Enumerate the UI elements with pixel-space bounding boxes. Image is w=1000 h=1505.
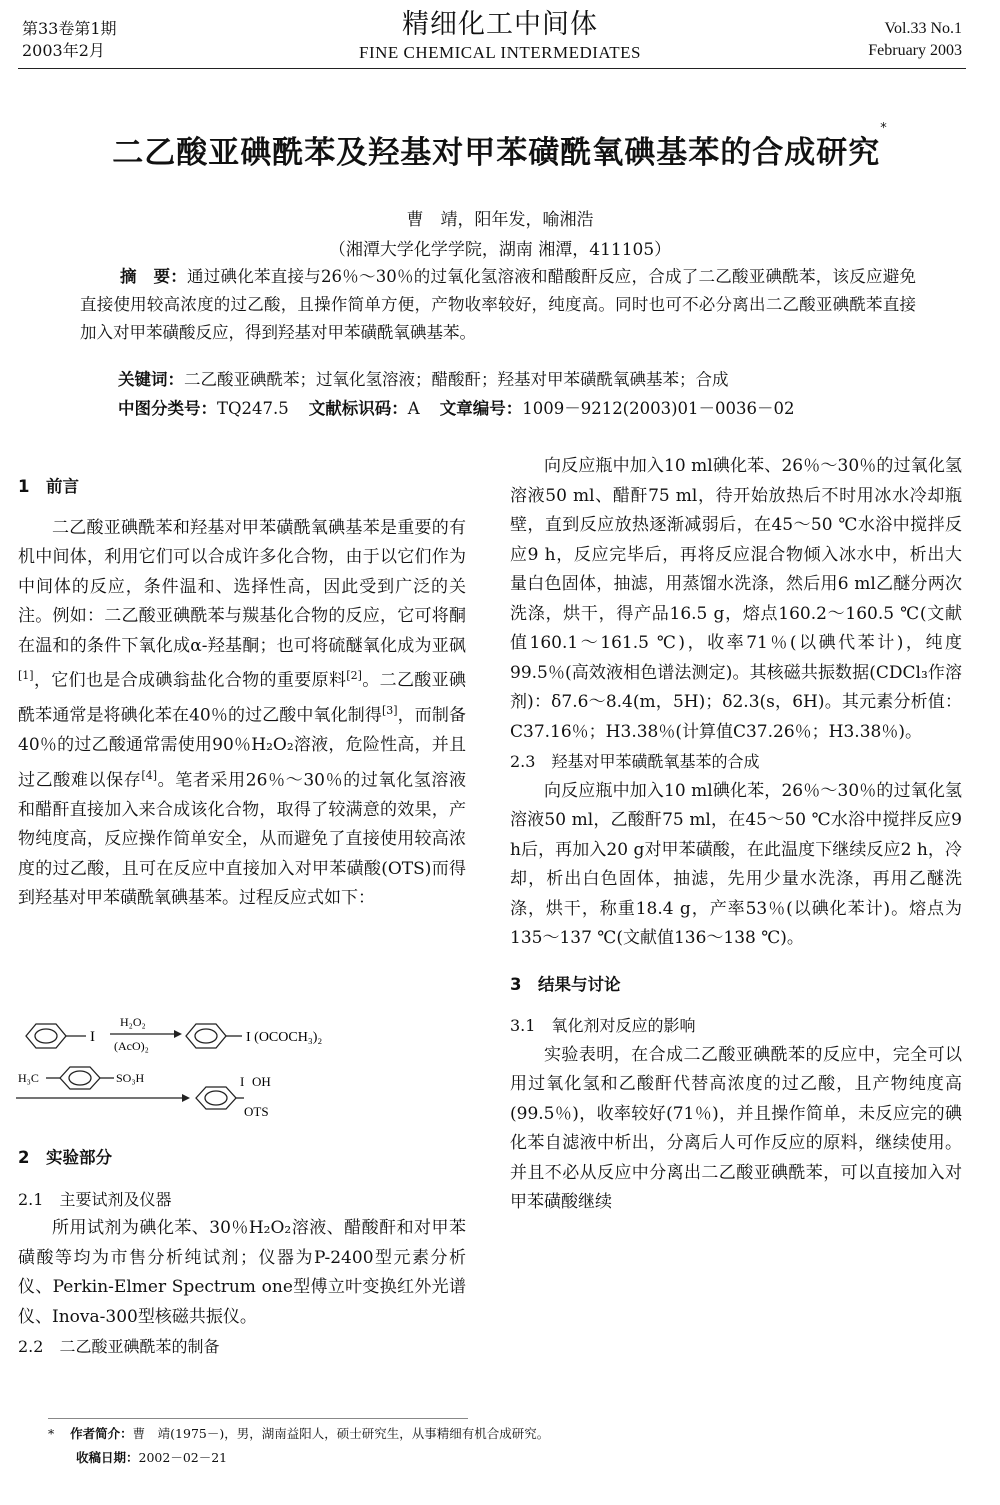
r1-reagent-top: H₂O₂ [120, 1015, 146, 1029]
r2-sulfonic: SO₃H [116, 1071, 145, 1085]
article-number-label: 文章编号： [439, 399, 523, 418]
intro-text-d: ，而制备40％的过乙酸通常需使用90％H₂O₂溶液，危险性高，并且过乙酸难以保存 [18, 705, 467, 791]
abstract [80, 263, 916, 347]
section-heading-2-1: 2.1 主要试剂及仪器 [18, 1189, 172, 1209]
r2-methyl: H₃C [18, 1071, 39, 1085]
r1-reagent-bottom: (AcO)₂ [114, 1039, 149, 1053]
received-label: 收稿日期： [76, 1450, 139, 1465]
doc-code-label: 文献标识码： [308, 399, 408, 418]
doc-code-value: A [407, 399, 420, 418]
r2-hydroxy: OH [252, 1074, 271, 1089]
left-column [18, 472, 466, 914]
r1-product: I (OCOCH₃)₂ [246, 1030, 323, 1045]
journal-name-en: FINE CHEMICAL INTERMEDIATES [358, 43, 642, 62]
author-note-label: 作者简介： [70, 1426, 133, 1441]
section-heading-2: 2 实验部分 [18, 1148, 112, 1167]
keywords [118, 366, 729, 394]
journal-name-cn: 精细化工中间体 [402, 9, 598, 40]
left-column-lower [18, 1143, 466, 1362]
intro-paragraph [18, 514, 466, 914]
issue-date: 2003年2月 [22, 41, 105, 60]
citation-4: [4] [141, 768, 158, 782]
author-note-text: 曹 靖(1975－)，男，湖南益阳人，硕士研究生，从事精细有机合成研究。 [132, 1426, 550, 1441]
citation-3: [3] [381, 704, 398, 718]
citation-1: [1] [18, 669, 34, 682]
keywords-text: 二乙酸亚碘酰苯；过氧化氢溶液；醋酸酐；羟基对甲苯磺酰氧碘基苯；合成 [184, 370, 729, 389]
benzene-ring-1 [26, 1024, 86, 1048]
title-footnote-mark: * [880, 121, 888, 136]
r2-tosyloxy: OTS [244, 1104, 269, 1119]
section-heading-2-3: 2.3 羟基对甲苯磺酰氧基苯的合成 [510, 752, 760, 771]
intro-text-c: 。二乙酸亚碘酰苯通常是将碘化苯在40％的过乙酸中氧化制得 [18, 670, 467, 726]
intro-text-b: ，它们也是合成碘翁盐化合物的重要原料 [33, 670, 347, 691]
r1-arrowhead [174, 1030, 182, 1038]
intro-text-a: 二乙酸亚碘酰苯和羟基对甲苯磺酰氧碘基苯是重要的有机中间体，利用它们可以合成许多化合物，由于以它们作为中间体的反应，条件温和、选择性高，因此受到广泛的关注。例如：二乙酸亚碘酰苯与羰基化合物的反应，它可将酮在温和的条件下氧化成α-羟基酮；也可将硫醚氧化成为亚砜 [18, 517, 466, 656]
right-column [510, 452, 962, 1218]
author-list: 曹 靖，阳年发，喻湘浩 [406, 210, 594, 230]
section-heading-2-2: 2.2 二乙酸亚碘酰苯的制备 [18, 1337, 220, 1356]
volume-issue-en: Vol.33 No.1 [884, 20, 962, 37]
journal-masthead [250, 8, 750, 64]
r1-iodine: I [90, 1029, 95, 1045]
benzene-ring-2 [186, 1024, 242, 1048]
received-value: 2002－02－21 [138, 1450, 228, 1465]
issue-info-en [868, 18, 962, 62]
synthesis-paragraph: 向反应瓶中加入10 ml碘化苯，26％～30％的过氧化氢溶液50 ml，乙酸酐75 ml，在45～50 ℃水浴中搅拌反应9 h后，再加入20 g对甲苯磺酸，在此温度下继续反应2 h，冷却，析出白色固体，抽滤，先用少量水洗涤，再用乙醚洗涤，烘干，称重18.4 g，产率53％(以碘化苯计)。熔点为135～137 ℃(文献值136～138 ℃)。 [510, 780, 962, 948]
footnote-mark: * [48, 1426, 55, 1441]
section-heading-3: 3 结果与讨论 [510, 974, 621, 994]
classification [118, 395, 795, 423]
r2-iodine: I [240, 1074, 245, 1089]
reagents-paragraph: 所用试剂为碘化苯、30％H₂O₂溶液、醋酸酐和对甲苯磺酸等均为市售分析纯试剂；仪器为P-2400型元素分析仪、Perkin-Elmer Spectrum one型傅立叶变换红外光谱仪、Inova-300型核磁共振仪。 [18, 1218, 466, 1327]
keywords-label: 关键词： [118, 370, 184, 389]
section-heading-3-1: 3.1 氧化剂对反应的影响 [510, 1016, 696, 1035]
r2-arrowhead [182, 1094, 190, 1102]
issue-info [22, 18, 117, 62]
received-date [48, 1446, 549, 1470]
header-rule [18, 68, 966, 69]
article-number-value: 1009－9212(2003)01－0036－02 [522, 399, 795, 418]
author-note [48, 1422, 549, 1446]
benzene-ring-3 [196, 1087, 244, 1109]
abstract-text: 通过碘化苯直接与26％～30％的过氧化氢溶液和醋酸酐反应，合成了二乙酸亚碘酰苯，该反应避免直接使用较高浓度的过乙酸，且操作简单方便，产物收率较好，纯度高。同时也可不必分离出二乙酸亚碘酰苯直接加入对甲苯磺酸反应，得到羟基对甲苯磺酰氧碘基苯。 [80, 267, 916, 342]
reaction-scheme-svg [14, 1012, 464, 1122]
footnote-rule [48, 1418, 468, 1419]
clc-label: 中图分类号： [118, 399, 217, 418]
section-heading-1: 1 前言 [18, 477, 79, 496]
issue-date-en: February 2003 [868, 42, 962, 59]
title-text: 二乙酸亚碘酰苯及羟基对甲苯磺酰氧碘基苯的合成研究 [112, 135, 881, 171]
clc-value: TQ247.5 [217, 399, 289, 418]
article-title [0, 121, 1000, 172]
intro-text-e: 。笔者采用26％～30％的过氧化氢溶液和醋酐直接加入来合成该化合物，取得了较满意的效果，产物纯度高，反应操作简单安全，从而避免了直接使用较高浓度的过乙酸，且可在反应中直接加入对甲苯磺酸(OTS)而得到羟基对甲苯磺酰氧碘基苯。过程反应式如下： [18, 770, 467, 909]
affiliation: （湘潭大学化学学院，湖南 湘潭，411105） [328, 240, 672, 260]
footnote [48, 1422, 549, 1470]
reaction-scheme [14, 1012, 464, 1122]
prep-paragraph: 向反应瓶中加入10 ml碘化苯、26％～30％的过氧化氢溶液50 ml、醋酐75 ml，待开始放热后不时用冰水冷却瓶壁，直到反应放热逐渐减弱后，在45～50 ℃水浴中搅拌反应9 h，反应完毕后，再将反应混合物倾入冰水中，析出大量白色固体，抽滤，用蒸馏水洗涤，然后用6 ml乙醚分两次洗涤，烘干，得产品16.5 g，熔点160.2～160.5 ℃(文献值160.1～161.5 ℃)，收率71％(以碘代苯计)，纯度99.5％(高效液相色谱法测定)。其核磁共振数据(CDCl₃作溶剂)：δ7.6～8.4(m，5H)；δ2.3(s，6H)。其元素分析值：C37.16％；H3.38％(计算值C37.26％；H3.38％)。 [510, 456, 962, 742]
volume-issue: 第33卷第1期 [22, 19, 117, 38]
results-paragraph: 实验表明，在合成二乙酸亚碘酰苯的反应中，完全可以用过氧化氢和乙酸酐代替高浓度的过乙酸，且产物纯度高(99.5％)，收率较好(71％)，并且操作简单，未反应完的碘化苯自滤液中析出，分离后人可作反应的原料，继续使用。并且不必从反应中分离出二乙酸亚碘酰苯，可以直接加入对甲苯磺酸继续 [510, 1044, 962, 1212]
abstract-label: 摘 要： [120, 267, 187, 286]
toluene-ring [46, 1067, 114, 1089]
citation-2: [2] [346, 669, 362, 682]
